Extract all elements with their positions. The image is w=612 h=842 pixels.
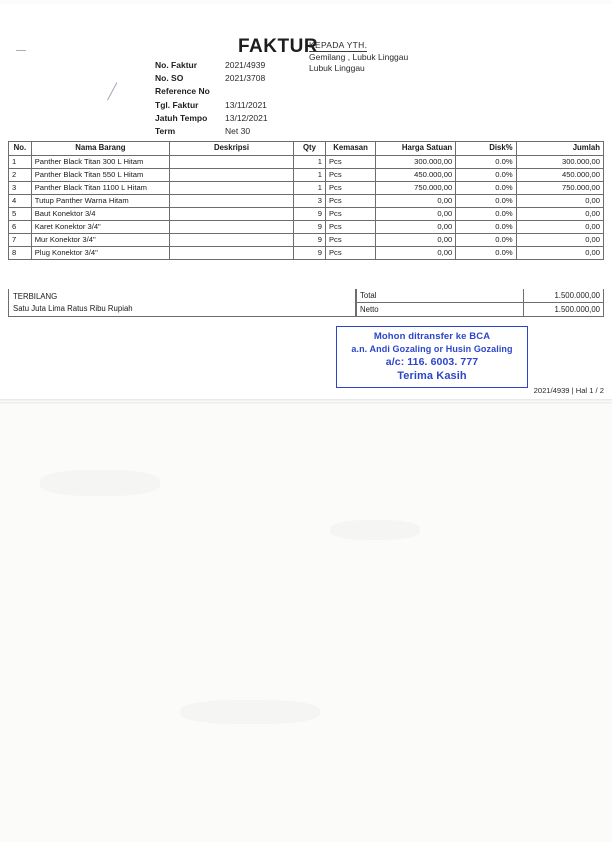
terbilang-label: TERBILANG <box>13 292 58 301</box>
cell-qty: 1 <box>293 156 325 169</box>
cell-jumlah: 750.000,00 <box>516 182 603 195</box>
cell-no: 2 <box>9 169 32 182</box>
cell-name: Panther Black Titan 550 L Hitam <box>31 169 169 182</box>
cell-kemasan: Pcs <box>325 221 375 234</box>
stamp-thanks: Terima Kasih <box>397 370 467 382</box>
meta-key: Term <box>155 126 176 137</box>
cell-jumlah: 0,00 <box>516 234 603 247</box>
cell-desc <box>170 234 294 247</box>
cell-disk: 0.0% <box>456 195 516 208</box>
scan-smudge <box>40 470 160 496</box>
meta-key: No. Faktur <box>155 60 198 70</box>
cell-jumlah: 0,00 <box>516 221 603 234</box>
pen-stroke-mark <box>107 82 142 113</box>
cell-qty: 1 <box>293 182 325 195</box>
scan-smudge <box>180 700 320 724</box>
cell-jumlah: 0,00 <box>516 208 603 221</box>
cell-no: 6 <box>9 221 32 234</box>
table-row <box>9 182 604 195</box>
table-row <box>9 195 604 208</box>
meta-key: No. SO <box>155 73 184 84</box>
cell-disk: 0.0% <box>456 169 516 182</box>
total-label: Total <box>357 289 524 303</box>
cell-harga: 300.000,00 <box>376 156 456 169</box>
bank-transfer-stamp <box>336 326 528 388</box>
cell-qty: 9 <box>293 221 325 234</box>
cell-kemasan: Pcs <box>325 169 375 182</box>
table-row <box>9 169 604 182</box>
bill-to-city: Lubuk Linggau <box>309 63 365 73</box>
meta-row <box>155 99 335 112</box>
meta-value: 13/12/2021 <box>225 112 268 123</box>
stamp-line-2: a.n. Andi Gozaling or Husin Gozaling <box>351 344 513 354</box>
cell-disk: 0.0% <box>456 156 516 169</box>
stamp-account-number: a/c: 116. 6003. 777 <box>385 356 479 368</box>
cell-desc <box>170 208 294 221</box>
cell-qty: 3 <box>293 195 325 208</box>
cell-harga: 0,00 <box>376 247 456 260</box>
totals-row <box>357 289 604 303</box>
cell-name: Panther Black Titan 1100 L Hitam <box>31 182 169 195</box>
cell-harga: 0,00 <box>376 221 456 234</box>
page-reference: 2021/4939 | Hal 1 / 2 <box>533 386 604 395</box>
cell-no: 1 <box>9 156 32 169</box>
meta-key: Reference No <box>155 86 210 97</box>
table-row <box>9 247 604 260</box>
totals-table <box>356 289 604 317</box>
cell-disk: 0.0% <box>456 208 516 221</box>
meta-row <box>155 59 335 72</box>
meta-key: Jatuh Tempo <box>155 112 208 123</box>
cell-no: 3 <box>9 182 32 195</box>
column-header-no: No. <box>9 142 32 156</box>
table-row <box>9 208 604 221</box>
cell-desc <box>170 182 294 195</box>
invoice-document <box>0 4 612 402</box>
cell-disk: 0.0% <box>456 182 516 195</box>
cell-no: 5 <box>9 208 32 221</box>
netto-value: 1.500.000,00 <box>524 303 604 317</box>
meta-row <box>155 72 335 85</box>
cell-harga: 450.000,00 <box>376 169 456 182</box>
cell-qty: 9 <box>293 234 325 247</box>
meta-row <box>155 85 335 98</box>
meta-row <box>155 112 335 125</box>
cell-disk: 0.0% <box>456 221 516 234</box>
totals-row <box>357 303 604 317</box>
cell-no: 8 <box>9 247 32 260</box>
column-header-kemasan: Kemasan <box>325 142 375 156</box>
cell-desc <box>170 169 294 182</box>
terbilang-value: Satu Juta Lima Ratus Ribu Rupiah <box>13 304 133 313</box>
meta-value: 2021/3708 <box>225 73 266 84</box>
netto-label: Netto <box>357 303 524 317</box>
cell-qty: 9 <box>293 208 325 221</box>
meta-value: 13/11/2021 <box>225 99 267 110</box>
cell-jumlah: 0,00 <box>516 247 603 260</box>
page-title: FAKTUR <box>238 36 319 57</box>
cell-name: Baut Konektor 3/4 <box>31 208 169 221</box>
cell-jumlah: 0,00 <box>516 195 603 208</box>
cell-desc <box>170 195 294 208</box>
cell-harga: 750.000,00 <box>376 182 456 195</box>
cell-harga: 0,00 <box>376 234 456 247</box>
line-items-table <box>8 141 604 260</box>
scan-ghost-text <box>200 349 202 356</box>
cell-kemasan: Pcs <box>325 156 375 169</box>
cell-name: Karet Konektor 3/4" <box>31 221 169 234</box>
column-header-disk: Disk% <box>456 142 516 156</box>
meta-value: Net 30 <box>225 126 251 137</box>
cell-kemasan: Pcs <box>325 195 375 208</box>
cell-disk: 0.0% <box>456 234 516 247</box>
column-header-desc: Deskripsi <box>170 142 294 156</box>
terbilang-box <box>8 289 356 317</box>
cell-kemasan: Pcs <box>325 182 375 195</box>
cell-name: Tutup Panther Warna Hitam <box>31 195 169 208</box>
invoice-meta <box>155 59 335 138</box>
cell-name: Mur Konektor 3/4" <box>31 234 169 247</box>
column-header-qty: Qty <box>293 142 325 156</box>
stamp-line-1: Mohon ditransfer ke BCA <box>373 331 491 342</box>
column-header-name: Nama Barang <box>31 142 169 156</box>
table-row <box>9 234 604 247</box>
bill-to-name: Gemilang , Lubuk Linggau <box>309 52 409 62</box>
cell-harga: 0,00 <box>376 208 456 221</box>
meta-key: Tgl. Faktur <box>155 99 199 110</box>
cell-harga: 0,00 <box>376 195 456 208</box>
cell-desc <box>170 247 294 260</box>
cell-name: Panther Black Titan 300 L Hitam <box>31 156 169 169</box>
cell-name: Plug Konektor 3/4" <box>31 247 169 260</box>
cell-qty: 9 <box>293 247 325 260</box>
cell-kemasan: Pcs <box>325 208 375 221</box>
cell-kemasan: Pcs <box>325 234 375 247</box>
table-row <box>9 221 604 234</box>
meta-value: 2021/4939 <box>225 60 266 70</box>
meta-row <box>155 125 335 138</box>
table-header-row <box>9 142 604 156</box>
column-header-jumlah: Jumlah <box>516 142 603 156</box>
meta-value <box>225 85 335 98</box>
cell-jumlah: 450.000,00 <box>516 169 603 182</box>
column-header-harga: Harga Satuan <box>376 142 456 156</box>
pen-dash-mark <box>16 50 26 51</box>
cell-disk: 0.0% <box>456 247 516 260</box>
table-row <box>9 156 604 169</box>
cell-jumlah: 300.000,00 <box>516 156 603 169</box>
cell-no: 7 <box>9 234 32 247</box>
bill-to-label: KEPADA YTH. <box>309 40 368 50</box>
cell-desc <box>170 221 294 234</box>
total-value: 1.500.000,00 <box>524 289 604 303</box>
cell-no: 4 <box>9 195 32 208</box>
cell-kemasan: Pcs <box>325 247 375 260</box>
scan-smudge <box>330 520 420 540</box>
cell-qty: 1 <box>293 169 325 182</box>
cell-desc <box>170 156 294 169</box>
